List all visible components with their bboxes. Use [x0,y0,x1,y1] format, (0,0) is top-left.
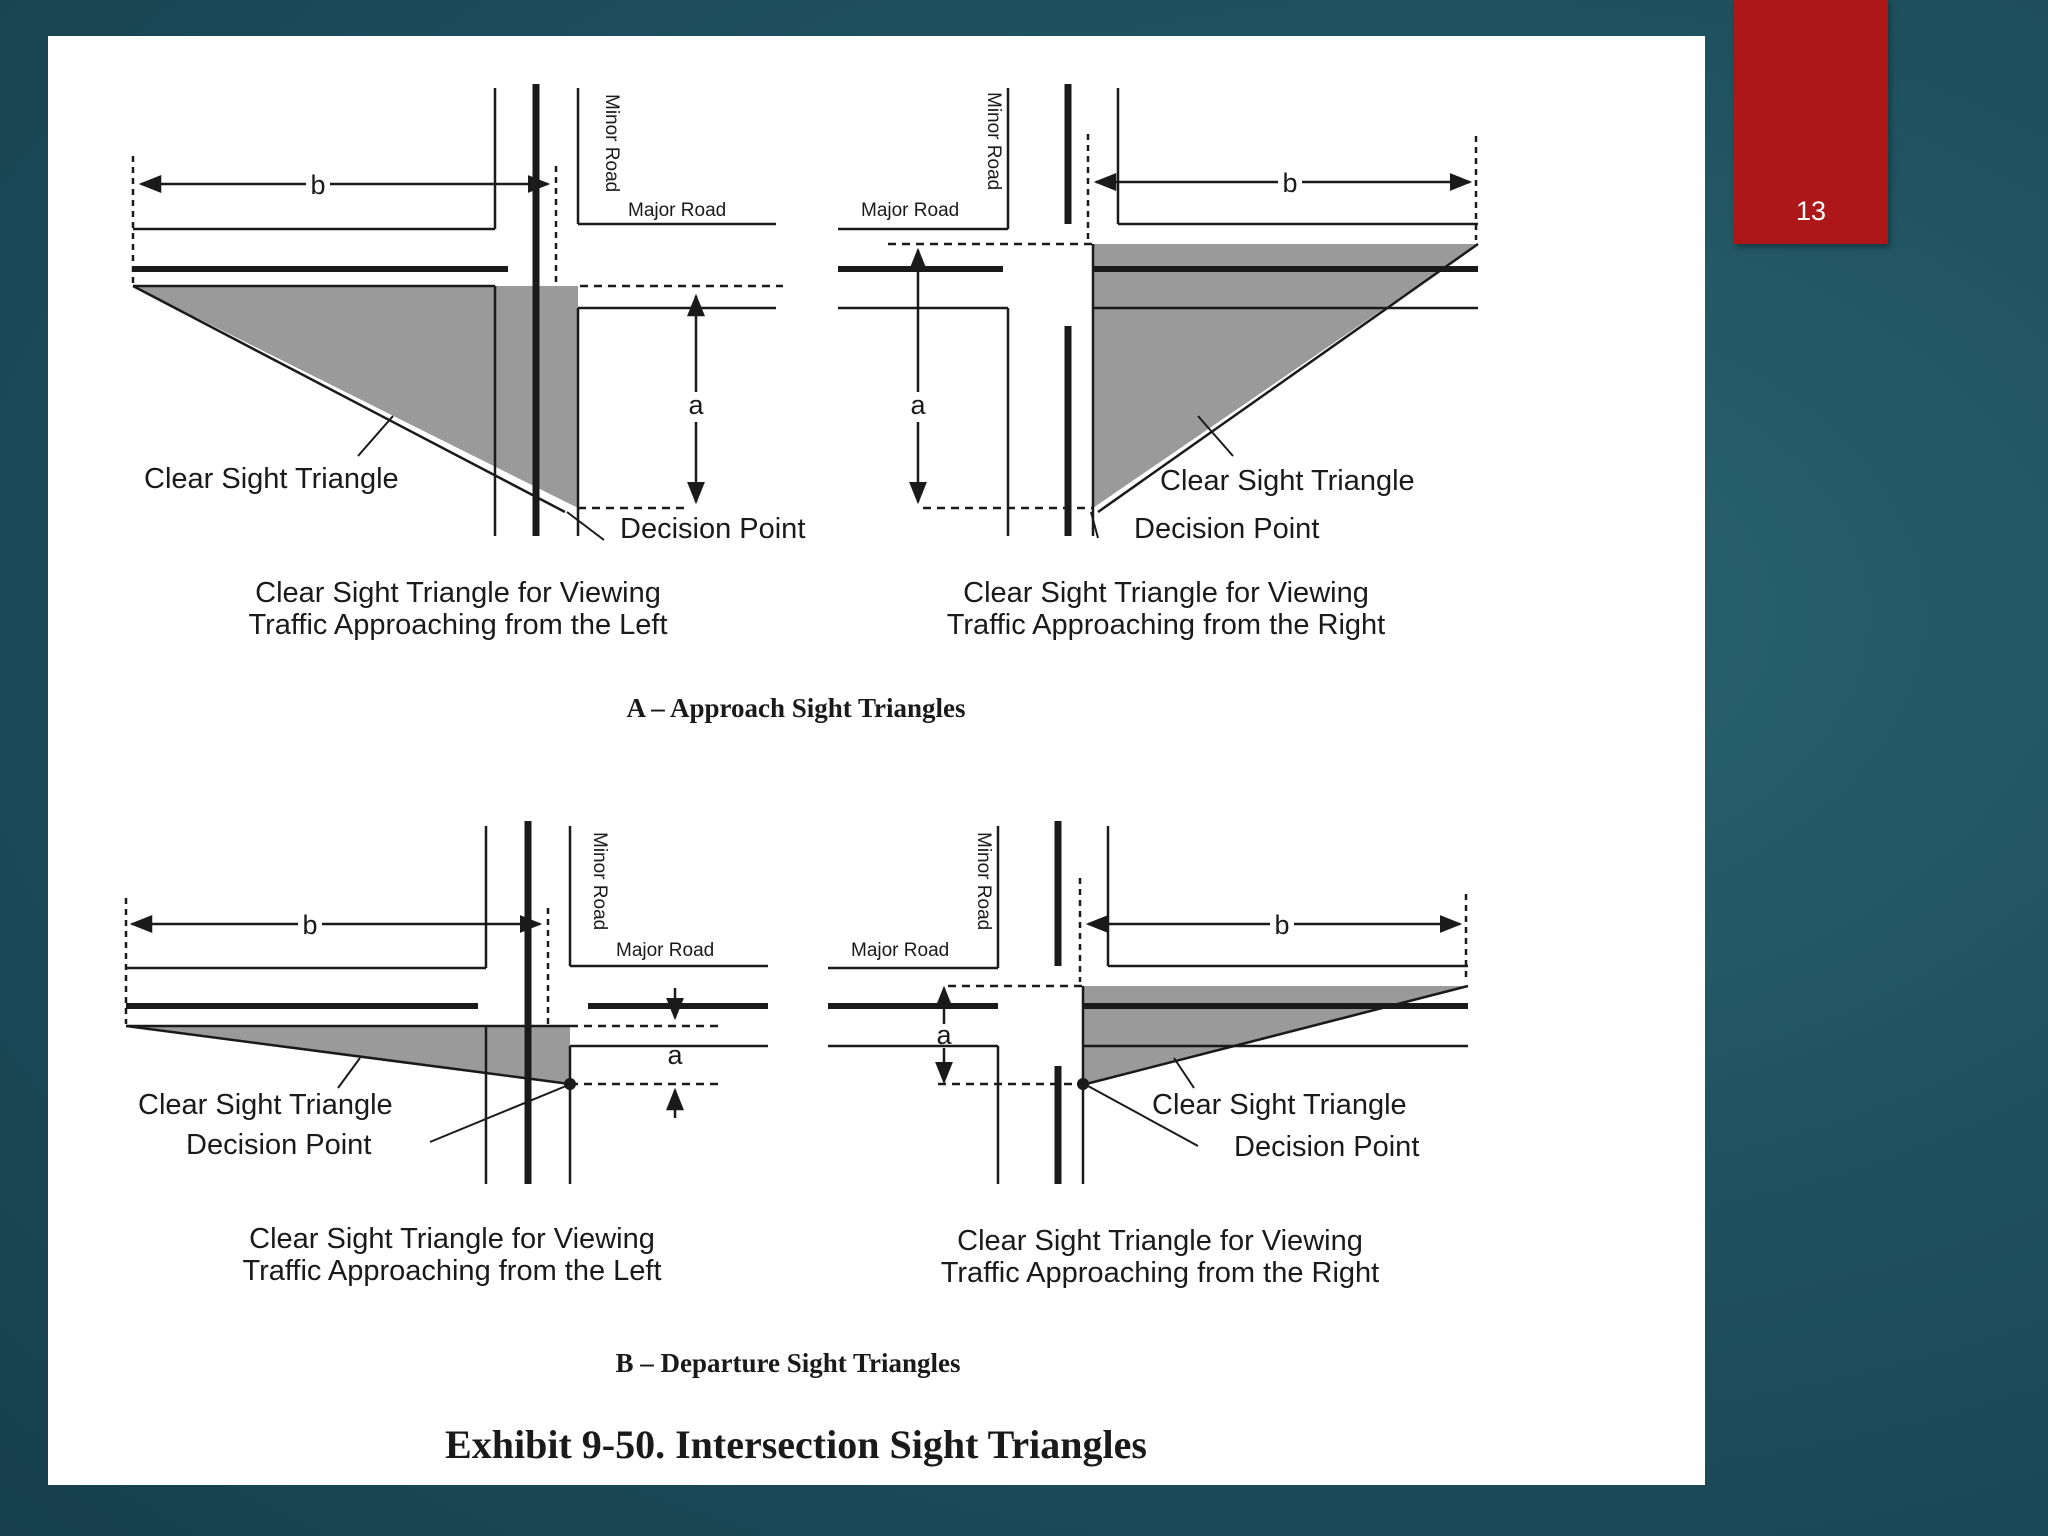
dim-a-label: a [688,390,704,420]
major-road-label: Major Road [628,200,727,221]
caption-line-1: Clear Sight Triangle for Viewing [957,1225,1363,1257]
caption-line-2: Traffic Approaching from the Right [940,1257,1380,1289]
major-road-label: Major Road [851,940,950,961]
minor-road-label: Minor Road [589,832,610,931]
clear-sight-triangle-label: Clear Sight Triangle [1160,465,1415,497]
caption-line-2: Traffic Approaching from the Left [248,609,668,641]
dim-b-label: b [310,170,326,200]
decision-point-label: Decision Point [1234,1131,1420,1163]
caption-line-2: Traffic Approaching from the Left [242,1255,662,1287]
departure-left-panel [126,821,768,1287]
sight-triangle-diagram [48,36,1705,1485]
decision-point-label: Decision Point [1134,513,1320,545]
clear-sight-triangle-label: Clear Sight Triangle [144,463,399,495]
caption-line-1: Clear Sight Triangle for Viewing [249,1223,655,1255]
dim-a-label: a [936,1020,952,1050]
exhibit-title: Exhibit 9-50. Intersection Sight Triangles [445,1422,1147,1467]
approach-right-panel [838,84,1478,641]
minor-road-label: Minor Road [601,94,622,193]
page-number-badge [1734,0,1888,244]
section-a-heading: A – Approach Sight Triangles [626,693,966,723]
section-b-heading: B – Departure Sight Triangles [615,1348,961,1378]
exhibit-figure [48,36,1705,1485]
decision-point-label: Decision Point [186,1129,372,1161]
clear-sight-triangle-label: Clear Sight Triangle [138,1089,393,1121]
clear-sight-triangle-label: Clear Sight Triangle [1152,1089,1407,1121]
dim-b-label: b [1274,910,1290,940]
decision-point-label: Decision Point [620,513,806,545]
dim-b-label: b [302,910,318,940]
approach-left-panel [133,84,805,641]
dim-a-label: a [910,390,926,420]
minor-road-label: Minor Road [973,832,994,931]
minor-road-label: Minor Road [983,92,1004,191]
caption-line-2: Traffic Approaching from the Right [946,609,1386,641]
dim-a-label: a [667,1040,683,1070]
major-road-label: Major Road [616,940,715,961]
major-road-label: Major Road [861,200,960,221]
page-number: 13 [1795,196,1827,226]
departure-right-panel [828,821,1468,1289]
caption-line-1: Clear Sight Triangle for Viewing [963,577,1369,609]
dim-b-label: b [1282,168,1298,198]
caption-line-1: Clear Sight Triangle for Viewing [255,577,661,609]
